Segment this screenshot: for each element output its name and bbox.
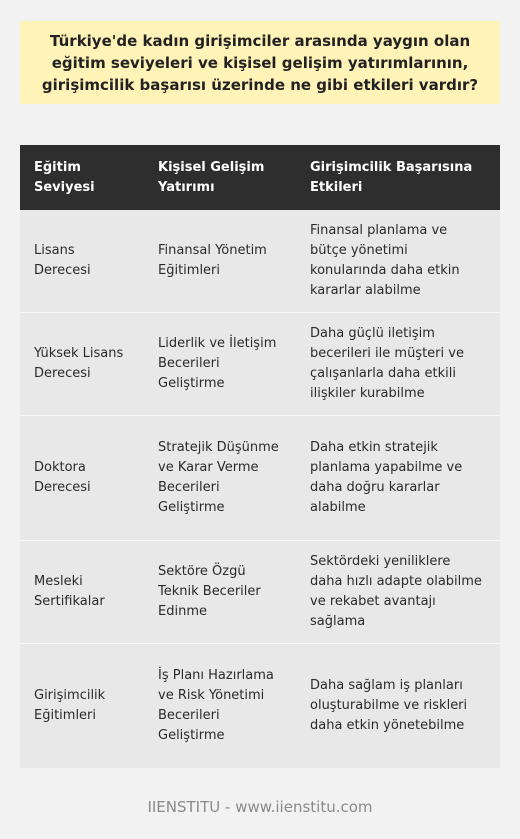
cell-education-level: Mesleki Sertifikalar <box>20 540 144 643</box>
cell-success-effect: Daha güçlü iletişim becerileri ile müşteri ve çalışanlarla daha etkili ilişkiler kurabilme <box>296 312 500 415</box>
table-row <box>20 540 500 643</box>
cell-education-level: Yüksek Lisans Derecesi <box>20 312 144 415</box>
cell-personal-development: Stratejik Düşünme ve Karar Verme Becerileri Geliştirme <box>144 415 296 540</box>
cell-success-effect: Daha etkin stratejik planlama yapabilme ve daha doğru kararlar alabilme <box>296 415 500 540</box>
header-personal-development: Kişisel Gelişim Yatırımı <box>144 145 296 210</box>
table-row <box>20 210 500 312</box>
footer-credit: IIENSTITU - www.iienstitu.com <box>147 798 373 816</box>
education-table <box>20 145 500 768</box>
title-banner <box>20 21 500 104</box>
cell-success-effect: Finansal planlama ve bütçe yönetimi konularında daha etkin kararlar alabilme <box>296 210 500 312</box>
header-education-level: Eğitim Seviyesi <box>20 145 144 210</box>
cell-personal-development: Sektöre Özgü Teknik Beceriler Edinme <box>144 540 296 643</box>
cell-personal-development: Liderlik ve İletişim Becerileri Geliştirme <box>144 312 296 415</box>
page-title: Türkiye'de kadın girişimciler arasında yaygın olan eğitim seviyeleri ve kişisel gelişim yatırımlarının, girişimcilik başarısı üzerinde ne gibi etkileri vardır? <box>41 31 479 94</box>
cell-education-level: Doktora Derecesi <box>20 415 144 540</box>
cell-education-level: Lisans Derecesi <box>20 210 144 312</box>
cell-success-effect: Daha sağlam iş planları oluşturabilme ve riskleri daha etkin yönetebilme <box>296 643 500 768</box>
table-row <box>20 312 500 415</box>
cell-personal-development: Finansal Yönetim Eğitimleri <box>144 210 296 312</box>
table-row <box>20 643 500 768</box>
cell-personal-development: İş Planı Hazırlama ve Risk Yönetimi Becerileri Geliştirme <box>144 643 296 768</box>
cell-education-level: Girişimcilik Eğitimleri <box>20 643 144 768</box>
cell-success-effect: Sektördeki yeniliklere daha hızlı adapte olabilme ve rekabet avantajı sağlama <box>296 540 500 643</box>
table-header-row <box>20 145 500 210</box>
table-row <box>20 415 500 540</box>
header-success-effects: Girişimcilik Başarısına Etkileri <box>296 145 500 210</box>
